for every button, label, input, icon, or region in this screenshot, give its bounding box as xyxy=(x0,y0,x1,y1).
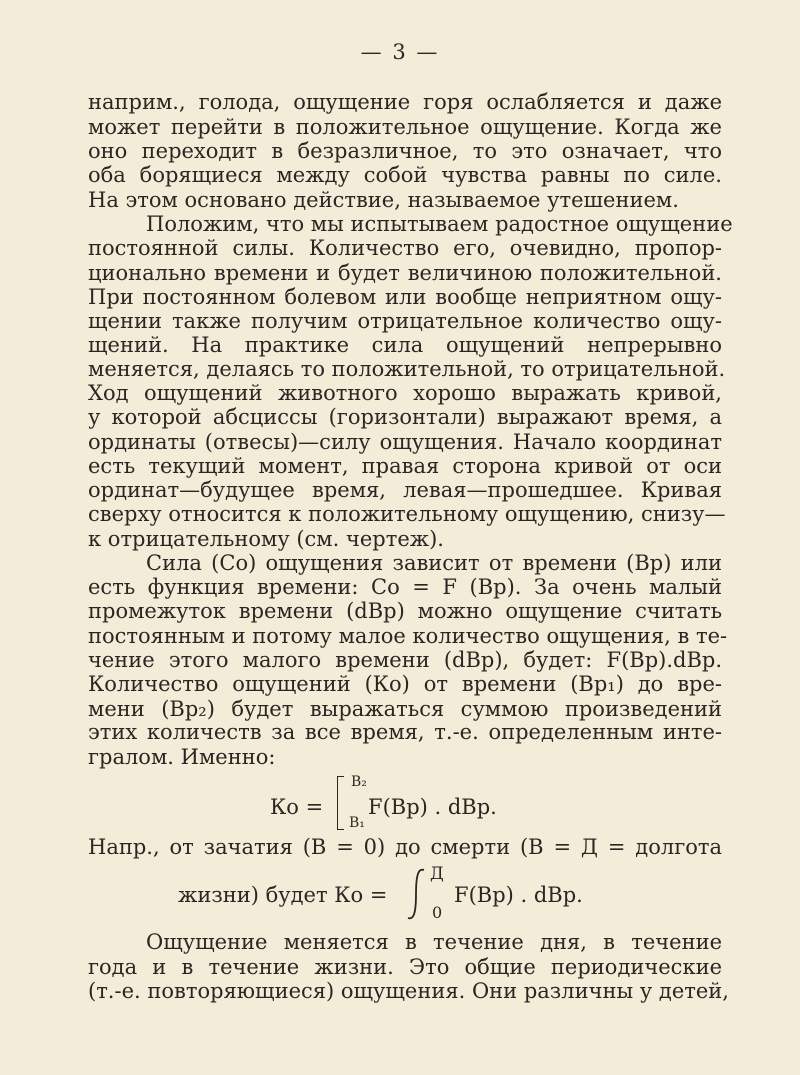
text-line: мени (Вр₂) будет выражаться суммою произведений xyxy=(88,697,722,721)
text-line: щений. На практике сила ощущений непрерывно xyxy=(88,333,722,357)
text-line: оно переходит в безразличное, то это означает, что xyxy=(88,139,722,163)
text-line: к отрицательному (см. чертеж). xyxy=(88,527,444,551)
text-line: При постоянном болевом или вообще неприятном ощу- xyxy=(88,285,722,309)
text-line: щении также получим отрицательное количество ощу- xyxy=(88,309,722,333)
formula-1-body: F(Вр) . dВр. xyxy=(368,795,497,819)
text-line: ординат—будущее время, левая—прошедшее. Кривая xyxy=(88,478,722,502)
text-line: есть текущий момент, правая сторона кривой от оси xyxy=(88,454,722,478)
formula-1-lhs: Ко = xyxy=(270,795,324,819)
text-line: Ощущение меняется в течение дня, в течение xyxy=(146,930,722,954)
text-line: На этом основано действие, называемое утешением. xyxy=(88,188,679,212)
text-line: гралом. Именно: xyxy=(88,745,276,769)
text-line: Ход ощущений животного хорошо выражать кривой, xyxy=(88,381,722,405)
formula-1-lower-limit: В₁ xyxy=(349,815,365,831)
text-line: у которой абсциссы (горизонтали) выражают время, а xyxy=(88,405,722,429)
text-line: Сила (Со) ощущения зависит от времени (Вр) или xyxy=(146,551,722,575)
integral-sign-2 xyxy=(404,866,428,922)
formula-1-upper-limit: В₂ xyxy=(351,774,367,790)
text-line: Положим, что мы испытываем радостное ощущение xyxy=(146,212,733,236)
text-line: этих количеств за все время, т.-е. определенным инте- xyxy=(88,720,722,744)
text-line: ционально времени и будет величиною положительной. xyxy=(88,261,722,285)
text-line: постоянной силы. Количество его, очевидно, пропор- xyxy=(88,236,722,260)
formula-2-body: F(Вр) . dВр. xyxy=(454,883,583,907)
text-line: ординаты (отвесы)—силу ощущения. Начало координат xyxy=(88,430,722,454)
integral-sign-1 xyxy=(337,776,344,830)
page-number: — 3 — xyxy=(360,40,440,64)
text-line: сверху относится к положительному ощущению, снизу— xyxy=(88,502,726,526)
text-line: постоянным и потому малое количество ощущения, в те- xyxy=(88,624,728,648)
text-line: наприм., голода, ощущение горя ослабляется и даже xyxy=(88,90,722,114)
formula-2-lower-limit: 0 xyxy=(432,903,443,922)
formula-2-prefix: жизни) будет Ко = xyxy=(178,883,388,907)
text-line: оба борящиеся между собой чувства равны по силе. xyxy=(88,163,722,187)
text-line: Напр., от зачатия (В = 0) до смерти (В = Д = долгота xyxy=(88,835,722,859)
text-line: есть функция времени: Со = F (Вр). За очень малый xyxy=(88,575,722,599)
text-line: может перейти в положительное ощущение. Когда же xyxy=(88,115,722,139)
text-line: года и в течение жизни. Это общие периодические xyxy=(88,955,722,979)
formula-2-upper-limit: Д xyxy=(430,864,444,884)
text-line: промежуток времени (dВр) можно ощущение считать xyxy=(88,599,722,623)
text-line: чение этого малого времени (dВр), будет: F(Вр).dВр. xyxy=(88,648,722,672)
text-line: меняется, делаясь то положительной, то отрицательной. xyxy=(88,357,726,381)
text-line: Количество ощущений (Ко) от времени (Вр₁) до вре- xyxy=(88,672,722,696)
text-line: (т.-е. повторяющиеся) ощущения. Они различны у детей, xyxy=(88,979,729,1003)
